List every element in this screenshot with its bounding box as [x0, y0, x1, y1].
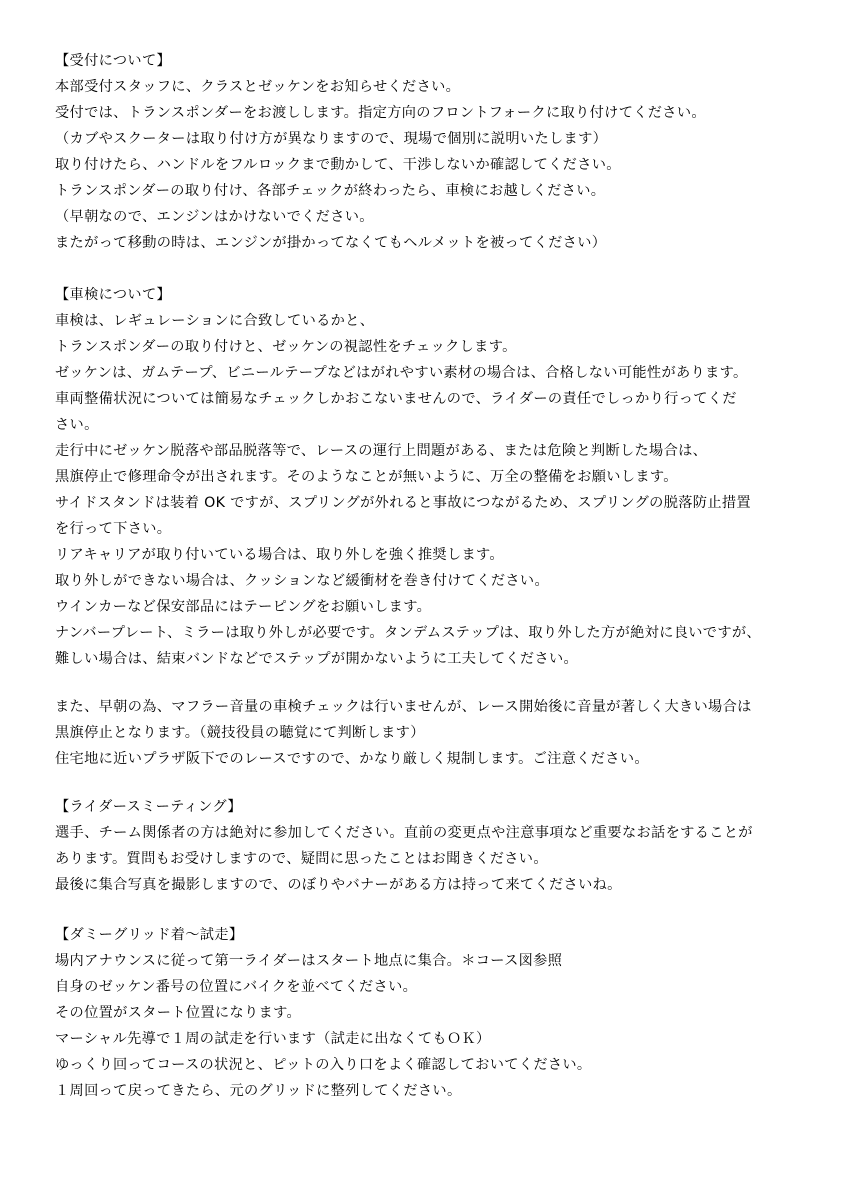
text-line: ウインカーなど保安部品にはテーピングをお願いします。: [55, 599, 432, 615]
text-line: 車両整備状況については簡易なチェックしかおこないませんので、ライダーの責任でしっかり行ってくだ: [55, 391, 737, 407]
text-line: （カブやスクーターは取り付け方が異なりますので、現場で個別に説明いたします）: [55, 131, 608, 147]
text-line: 受付では、トランスポンダーをお渡しします。指定方向のフロントフォークに取り付けてください。: [55, 105, 706, 121]
text-line: ナンバープレート、ミラーは取り外しが必要です。タンデムステップは、取り外した方が絶対に良いですが、: [55, 625, 761, 641]
text-line: さい。: [55, 417, 99, 433]
section-heading-riders-meeting: 【ライダースミーティング】: [55, 799, 242, 815]
text-line: マーシャル先導で１周の試走を行います（試走に出なくてもＯＫ）: [55, 1031, 491, 1047]
text-line: 取り外しができない場合は、クッションなど緩衝材を巻き付けてください。: [55, 573, 549, 589]
section-heading-reception: 【受付について】: [55, 53, 172, 69]
text-line: ゼッケンは、ガムテープ、ビニールテープなどはがれやすい素材の場合は、合格しない可能性があります。: [55, 365, 748, 381]
text-line: トランスポンダーの取り付け、各部チェックが終わったら、車検にお越しください。: [55, 183, 606, 199]
text-line: 場内アナウンスに従って第一ライダーはスタート地点に集合。＊コース図参照: [55, 953, 563, 969]
text-line: あります。質問もお受けしますので、疑問に思ったことはお聞きください。: [55, 851, 548, 867]
text-line: 黒旗停止で修理命令が出されます。そのようなことが無いように、万全の整備をお願いします。: [55, 469, 678, 485]
text-line: また、早朝の為、マフラー音量の車検チェックは行いませんが、レース開始後に音量が著しく大きい場合は: [55, 699, 752, 715]
section-heading-inspection: 【車検について】: [55, 287, 172, 303]
text-line: 難しい場合は、結束バンドなどでステップが開かないように工夫してください。: [55, 651, 579, 667]
text-line: その位置がスタート位置になります。: [55, 1005, 302, 1021]
text-line: 自身のゼッケン番号の位置にバイクを並べてください。: [55, 979, 418, 995]
text-line: リアキャリアが取り付いている場合は、取り外しを強く推奨します。: [55, 547, 504, 563]
text-line: 選手、チーム関係者の方は絶対に参加してください。直前の変更点や注意事項など重要なお話をすることが: [55, 825, 753, 841]
section-heading-dummy-grid: 【ダミーグリッド着～試走】: [55, 927, 244, 943]
text-line: 車検は、レギュレーションに合致しているかと、: [55, 313, 375, 329]
text-line: を行って下さい。: [55, 521, 172, 537]
text-line: 本部受付スタッフに、クラスとゼッケンをお知らせください。: [55, 79, 461, 95]
text-line: 最後に集合写真を撮影しますので、のぼりやバナーがある方は持って来てくださいね。: [55, 877, 622, 893]
text-line: （早朝なので、エンジンはかけないでください。: [55, 209, 374, 225]
text-line: またがって移動の時は、エンジンが掛かってなくてもヘルメットを被ってください）: [55, 235, 607, 251]
text-line: ゆっくり回ってコースの状況と、ピットの入り口をよく確認しておいてください。: [55, 1057, 592, 1073]
text-line: １周回って戻ってきたら、元のグリッドに整列してください。: [55, 1083, 462, 1099]
text-line: 走行中にゼッケン脱落や部品脱落等で、レースの運行上問題がある、または危険と判断した場合は、: [55, 443, 708, 459]
text-line: サイドスタンドは装着 OK ですが、スプリングが外れると事故につながるため、スプリングの脱落防止措置: [55, 495, 751, 511]
text-line: 住宅地に近いプラザ阪下でのレースですので、かなり厳しく規制します。ご注意ください。: [55, 751, 649, 767]
text-line: 黒旗停止となります。（競技役員の聴覚にて判断します）: [55, 725, 425, 741]
text-line: 取り付けたら、ハンドルをフルロックまで動かして、干渉しないか確認してください。: [55, 157, 621, 173]
text-line: トランスポンダーの取り付けと、ゼッケンの視認性をチェックします。: [55, 339, 517, 355]
